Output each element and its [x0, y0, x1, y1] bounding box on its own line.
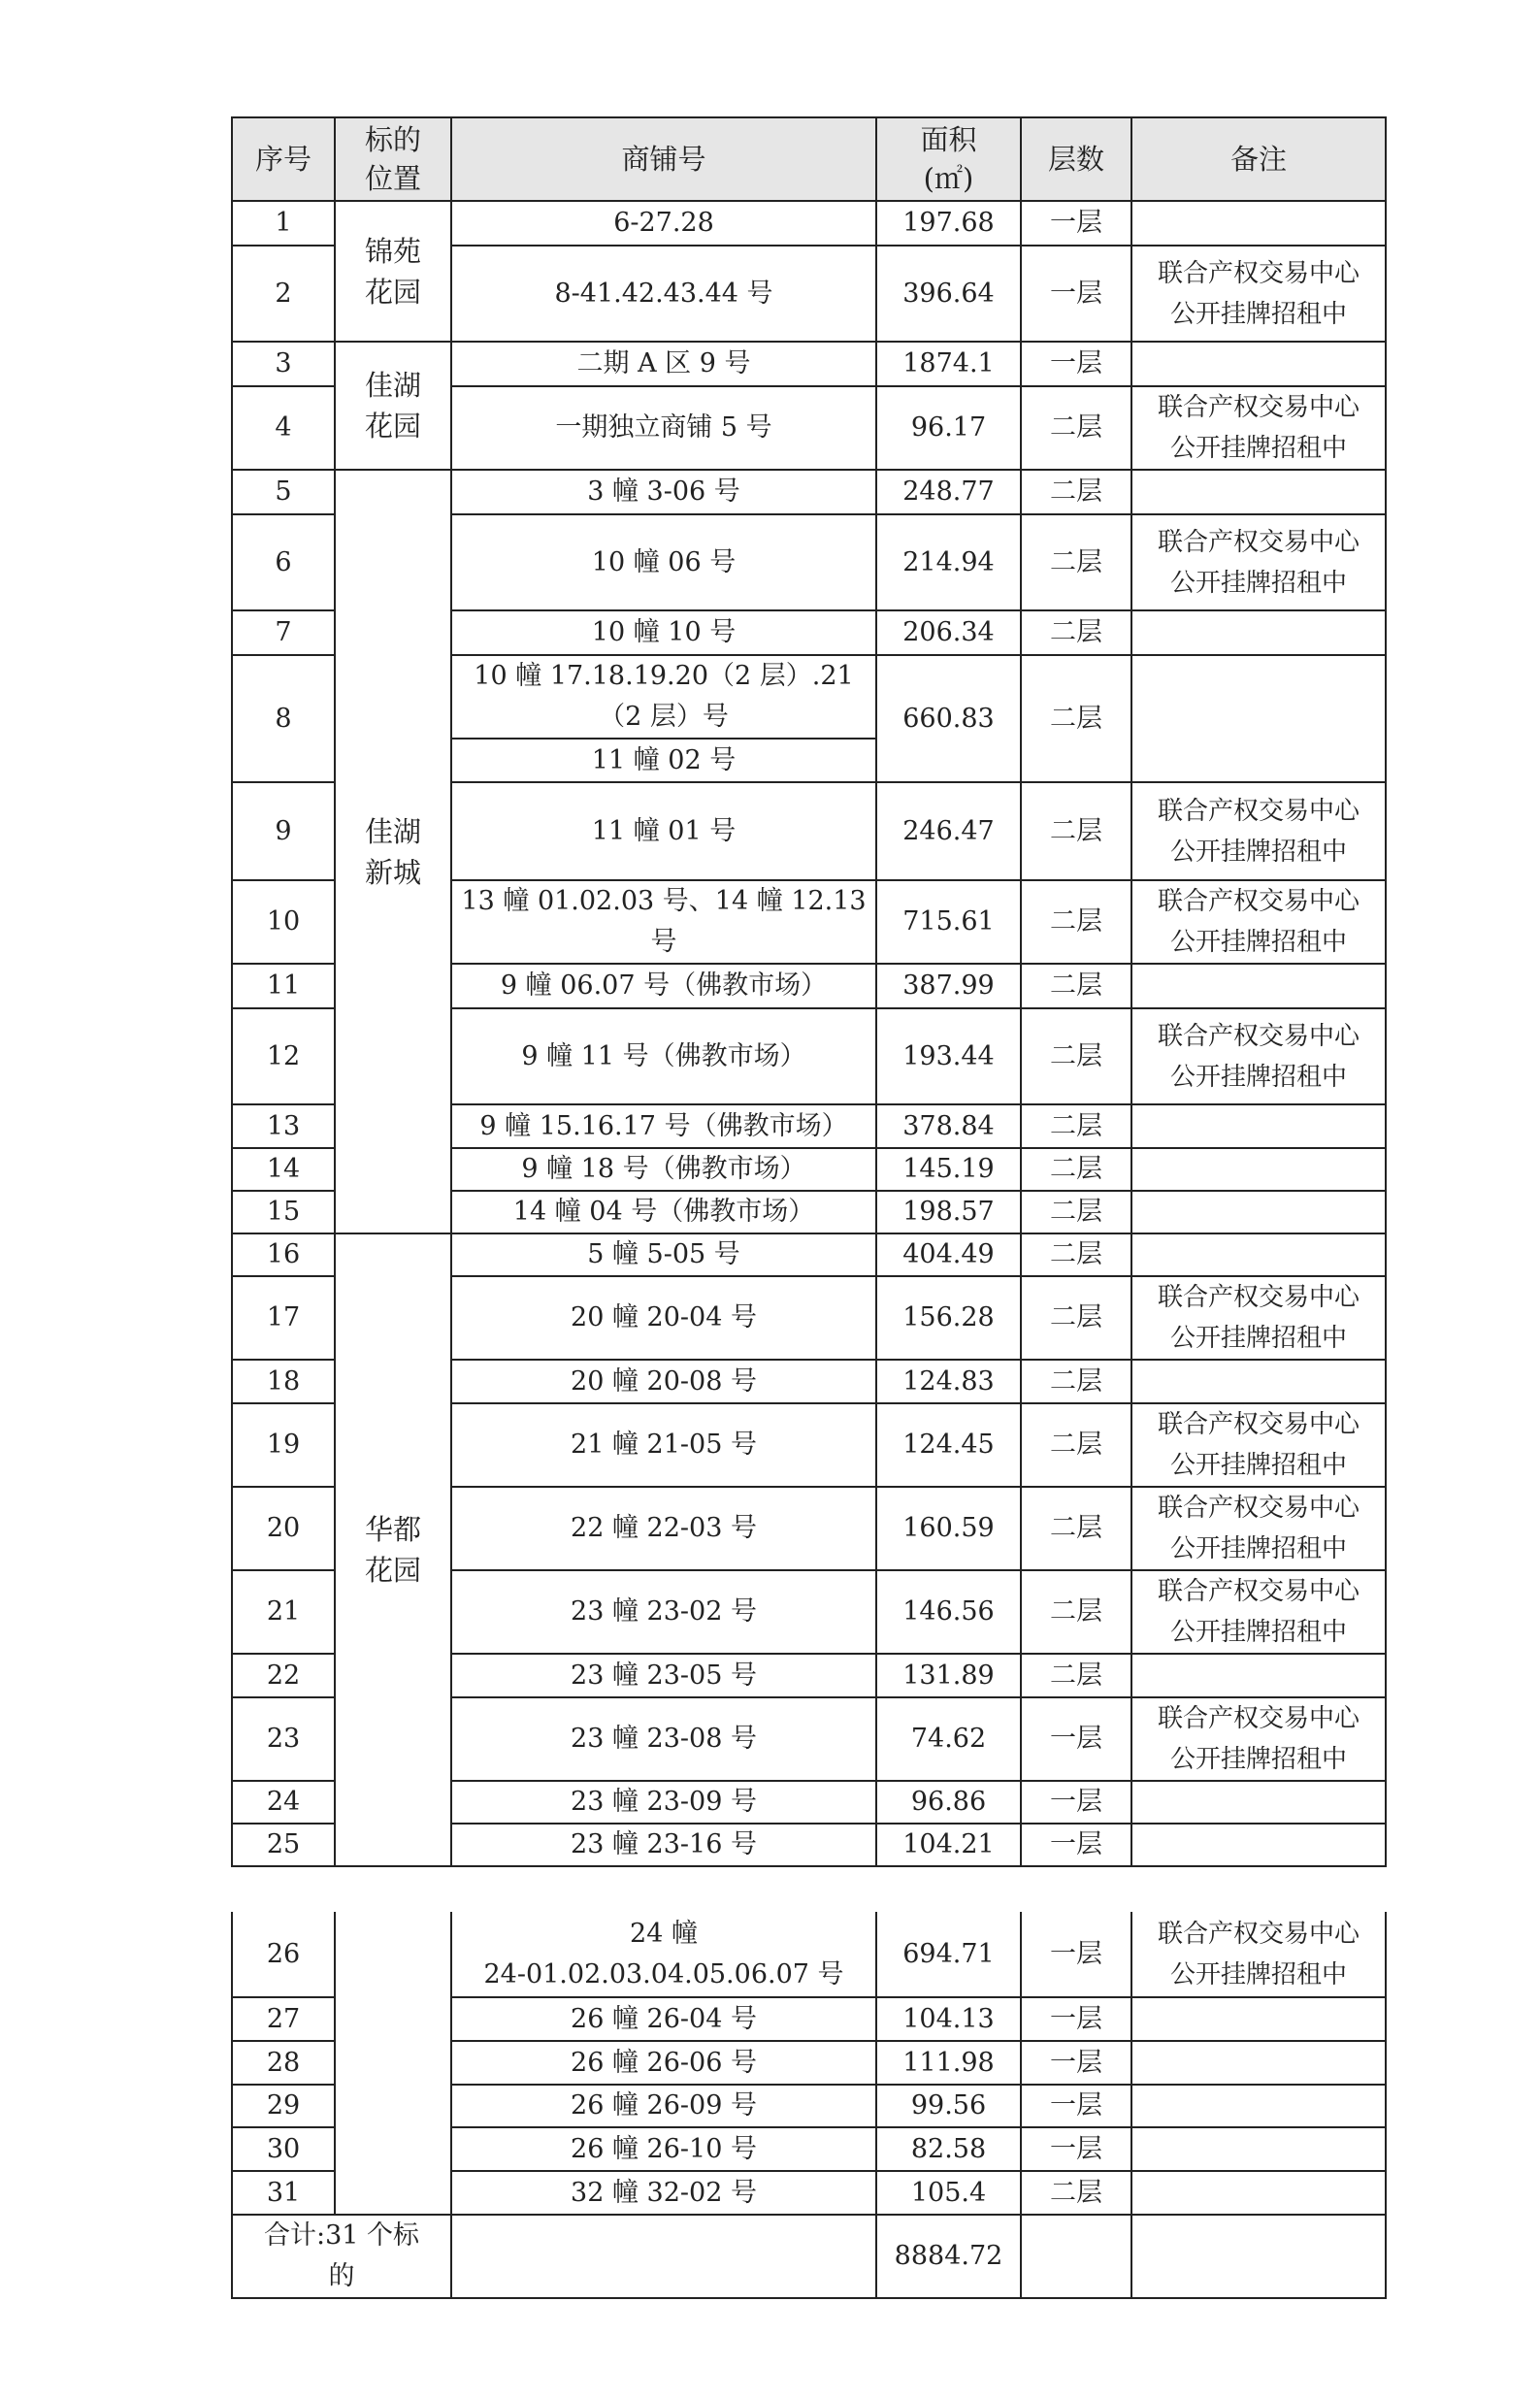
cell-shop: 10 幢 06 号 — [451, 514, 876, 610]
total-label: 合计:31 个标 的 — [232, 2215, 451, 2298]
cell-no: 12 — [232, 1008, 335, 1104]
cell-shop: 22 幢 22-03 号 — [451, 1487, 876, 1570]
cell-floor: 二层 — [1021, 964, 1131, 1008]
cell-floor: 二层 — [1021, 880, 1131, 964]
cell-floor: 二层 — [1021, 1233, 1131, 1276]
cell-no: 20 — [232, 1487, 335, 1570]
cell-no: 19 — [232, 1403, 335, 1487]
cell-floor: 一层 — [1021, 2085, 1131, 2127]
cell-area: 145.19 — [876, 1148, 1021, 1191]
cell-area: 104.21 — [876, 1824, 1021, 1866]
cell-no: 1 — [232, 201, 335, 246]
cell-no: 23 — [232, 1697, 335, 1781]
cell-area: 82.58 — [876, 2127, 1021, 2171]
cell-no: 26 — [232, 1912, 335, 1997]
header-row — [232, 117, 1386, 201]
cell-floor: 一层 — [1021, 2041, 1131, 2085]
header-area: 面积 (㎡) — [876, 117, 1021, 201]
cell-floor: 二层 — [1021, 655, 1131, 782]
cell-remark: 联合产权交易中心 公开挂牌招租中 — [1131, 1008, 1386, 1104]
cell-remark — [1131, 2085, 1386, 2127]
cell-shop: 20 幢 20-08 号 — [451, 1360, 876, 1403]
cell-remark: 联合产权交易中心 公开挂牌招租中 — [1131, 1697, 1386, 1781]
cell-remark — [1131, 1360, 1386, 1403]
cell-no: 18 — [232, 1360, 335, 1403]
cell-shop: 11 幢 02 号 — [451, 739, 876, 782]
cell-area: 160.59 — [876, 1487, 1021, 1570]
cell-remark — [1131, 1997, 1386, 2041]
cell-remark: 联合产权交易中心 公开挂牌招租中 — [1131, 782, 1386, 880]
cell-remark — [1131, 1824, 1386, 1866]
header-shop: 商铺号 — [451, 117, 876, 201]
cell-shop: 26 幢 26-10 号 — [451, 2127, 876, 2171]
cell-no: 21 — [232, 1570, 335, 1654]
cell-floor: 二层 — [1021, 1360, 1131, 1403]
cell-shop: 26 幢 26-06 号 — [451, 2041, 876, 2085]
cell-area: 1874.1 — [876, 342, 1021, 386]
cell-remark — [1131, 964, 1386, 1008]
cell-floor: 二层 — [1021, 1570, 1131, 1654]
table-row — [232, 1912, 1386, 1997]
cell-floor: 二层 — [1021, 782, 1131, 880]
cell-remark — [1131, 342, 1386, 386]
cell-remark: 联合产权交易中心 公开挂牌招租中 — [1131, 386, 1386, 470]
location-jinyuan: 锦苑 花园 — [335, 201, 451, 342]
cell-floor: 一层 — [1021, 2127, 1131, 2171]
cell-shop: 5 幢 5-05 号 — [451, 1233, 876, 1276]
location-jiahu-new: 佳湖 新城 — [335, 470, 451, 1233]
cell-shop: 9 幢 18 号（佛教市场） — [451, 1148, 876, 1191]
cell-shop: 32 幢 32-02 号 — [451, 2171, 876, 2215]
table-row — [232, 201, 1386, 246]
cell-shop: 10 幢 10 号 — [451, 610, 876, 655]
cell-area: 131.89 — [876, 1654, 1021, 1697]
cell-area: 404.49 — [876, 1233, 1021, 1276]
cell-shop: 23 幢 23-08 号 — [451, 1697, 876, 1781]
location-huadu-continued — [335, 1912, 451, 2215]
cell-floor: 二层 — [1021, 470, 1131, 514]
cell-area: 387.99 — [876, 964, 1021, 1008]
cell-shop: 23 幢 23-02 号 — [451, 1570, 876, 1654]
cell-area: 694.71 — [876, 1912, 1021, 1997]
cell-no: 9 — [232, 782, 335, 880]
cell-shop: 二期 A 区 9 号 — [451, 342, 876, 386]
cell-floor: 二层 — [1021, 2171, 1131, 2215]
cell-shop: 9 幢 11 号（佛教市场） — [451, 1008, 876, 1104]
cell-no: 28 — [232, 2041, 335, 2085]
cell-area: 99.56 — [876, 2085, 1021, 2127]
cell-floor: 一层 — [1021, 1824, 1131, 1866]
cell-shop: 9 幢 06.07 号（佛教市场） — [451, 964, 876, 1008]
cell-no: 6 — [232, 514, 335, 610]
cell-floor: 二层 — [1021, 610, 1131, 655]
cell-floor: 二层 — [1021, 1403, 1131, 1487]
cell-floor: 二层 — [1021, 1148, 1131, 1191]
cell-no: 25 — [232, 1824, 335, 1866]
cell-floor: 一层 — [1021, 246, 1131, 342]
cell-floor: 一层 — [1021, 1997, 1131, 2041]
cell-no: 17 — [232, 1276, 335, 1360]
cell-remark: 联合产权交易中心 公开挂牌招租中 — [1131, 1912, 1386, 1997]
cell-no: 13 — [232, 1104, 335, 1148]
cell-area: 74.62 — [876, 1697, 1021, 1781]
table-row — [232, 342, 1386, 386]
cell-remark — [1131, 610, 1386, 655]
cell-no: 15 — [232, 1191, 335, 1233]
cell-remark: 联合产权交易中心 公开挂牌招租中 — [1131, 514, 1386, 610]
cell-floor: 二层 — [1021, 1487, 1131, 1570]
cell-remark: 联合产权交易中心 公开挂牌招租中 — [1131, 1487, 1386, 1570]
cell-remark — [1131, 1654, 1386, 1697]
cell-floor: 二层 — [1021, 1276, 1131, 1360]
cell-shop: 26 幢 26-09 号 — [451, 2085, 876, 2127]
cell-area: 105.4 — [876, 2171, 1021, 2215]
cell-remark — [1131, 1104, 1386, 1148]
shop-table-part-1 — [231, 116, 1387, 1867]
cell-area: 246.47 — [876, 782, 1021, 880]
cell-area: 156.28 — [876, 1276, 1021, 1360]
cell-area: 96.86 — [876, 1781, 1021, 1824]
cell-area: 96.17 — [876, 386, 1021, 470]
cell-floor: 一层 — [1021, 342, 1131, 386]
cell-no: 27 — [232, 1997, 335, 2041]
cell-no: 16 — [232, 1233, 335, 1276]
cell-shop: 6-27.28 — [451, 201, 876, 246]
cell-shop: 23 幢 23-09 号 — [451, 1781, 876, 1824]
cell-area: 396.64 — [876, 246, 1021, 342]
total-floor-empty — [1021, 2215, 1131, 2298]
cell-area: 214.94 — [876, 514, 1021, 610]
cell-area: 193.44 — [876, 1008, 1021, 1104]
header-no: 序号 — [232, 117, 335, 201]
cell-remark: 联合产权交易中心 公开挂牌招租中 — [1131, 246, 1386, 342]
cell-shop: 23 幢 23-16 号 — [451, 1824, 876, 1866]
cell-shop: 20 幢 20-04 号 — [451, 1276, 876, 1360]
cell-shop: 10 幢 17.18.19.20（2 层）.21 （2 层）号 — [451, 655, 876, 739]
cell-area: 206.34 — [876, 610, 1021, 655]
cell-remark — [1131, 201, 1386, 246]
cell-floor: 二层 — [1021, 514, 1131, 610]
cell-area: 124.45 — [876, 1403, 1021, 1487]
cell-no: 2 — [232, 246, 335, 342]
header-remark: 备注 — [1131, 117, 1386, 201]
cell-no: 14 — [232, 1148, 335, 1191]
cell-area: 111.98 — [876, 2041, 1021, 2085]
cell-area: 146.56 — [876, 1570, 1021, 1654]
cell-shop: 一期独立商铺 5 号 — [451, 386, 876, 470]
cell-floor: 一层 — [1021, 1781, 1131, 1824]
cell-shop: 9 幢 15.16.17 号（佛教市场） — [451, 1104, 876, 1148]
total-area: 8884.72 — [876, 2215, 1021, 2298]
cell-floor: 二层 — [1021, 1008, 1131, 1104]
cell-remark — [1131, 1191, 1386, 1233]
cell-remark — [1131, 1781, 1386, 1824]
cell-no: 4 — [232, 386, 335, 470]
cell-floor: 一层 — [1021, 1697, 1131, 1781]
cell-shop: 3 幢 3-06 号 — [451, 470, 876, 514]
total-row — [232, 2215, 1386, 2298]
cell-shop: 21 幢 21-05 号 — [451, 1403, 876, 1487]
cell-area: 378.84 — [876, 1104, 1021, 1148]
cell-no: 10 — [232, 880, 335, 964]
cell-remark — [1131, 470, 1386, 514]
cell-no: 22 — [232, 1654, 335, 1697]
cell-no: 30 — [232, 2127, 335, 2171]
cell-remark: 联合产权交易中心 公开挂牌招租中 — [1131, 880, 1386, 964]
cell-remark: 联合产权交易中心 公开挂牌招租中 — [1131, 1403, 1386, 1487]
cell-floor: 一层 — [1021, 1912, 1131, 1997]
cell-area: 197.68 — [876, 201, 1021, 246]
location-jiahu: 佳湖 花园 — [335, 342, 451, 470]
cell-area: 715.61 — [876, 880, 1021, 964]
cell-remark — [1131, 1148, 1386, 1191]
cell-no: 8 — [232, 655, 335, 782]
cell-no: 24 — [232, 1781, 335, 1824]
cell-shop: 13 幢 01.02.03 号、14 幢 12.13 号 — [451, 880, 876, 964]
cell-floor: 二层 — [1021, 1654, 1131, 1697]
total-remark-empty — [1131, 2215, 1386, 2298]
cell-area: 248.77 — [876, 470, 1021, 514]
cell-no: 11 — [232, 964, 335, 1008]
cell-area: 124.83 — [876, 1360, 1021, 1403]
cell-remark — [1131, 655, 1386, 782]
cell-floor: 二层 — [1021, 1104, 1131, 1148]
cell-floor: 一层 — [1021, 201, 1131, 246]
shop-table-part-2 — [231, 1912, 1387, 2299]
cell-no: 29 — [232, 2085, 335, 2127]
table-row — [232, 470, 1386, 514]
cell-shop: 26 幢 26-04 号 — [451, 1997, 876, 2041]
cell-area: 104.13 — [876, 1997, 1021, 2041]
cell-floor: 二层 — [1021, 1191, 1131, 1233]
cell-shop: 23 幢 23-05 号 — [451, 1654, 876, 1697]
cell-area: 198.57 — [876, 1191, 1021, 1233]
cell-remark: 联合产权交易中心 公开挂牌招租中 — [1131, 1276, 1386, 1360]
cell-remark — [1131, 1233, 1386, 1276]
location-huadu: 华都 花园 — [335, 1233, 451, 1866]
cell-shop: 24 幢 24-01.02.03.04.05.06.07 号 — [451, 1912, 876, 1997]
cell-no: 7 — [232, 610, 335, 655]
cell-floor: 二层 — [1021, 386, 1131, 470]
cell-remark — [1131, 2127, 1386, 2171]
cell-remark: 联合产权交易中心 公开挂牌招租中 — [1131, 1570, 1386, 1654]
total-shop-empty — [451, 2215, 876, 2298]
cell-area: 660.83 — [876, 655, 1021, 782]
header-floor: 层数 — [1021, 117, 1131, 201]
cell-no: 5 — [232, 470, 335, 514]
cell-shop: 8-41.42.43.44 号 — [451, 246, 876, 342]
table-row — [232, 1233, 1386, 1276]
cell-remark — [1131, 2041, 1386, 2085]
cell-shop: 11 幢 01 号 — [451, 782, 876, 880]
cell-no: 3 — [232, 342, 335, 386]
cell-no: 31 — [232, 2171, 335, 2215]
header-location: 标的 位置 — [335, 117, 451, 201]
cell-shop: 14 幢 04 号（佛教市场） — [451, 1191, 876, 1233]
cell-remark — [1131, 2171, 1386, 2215]
